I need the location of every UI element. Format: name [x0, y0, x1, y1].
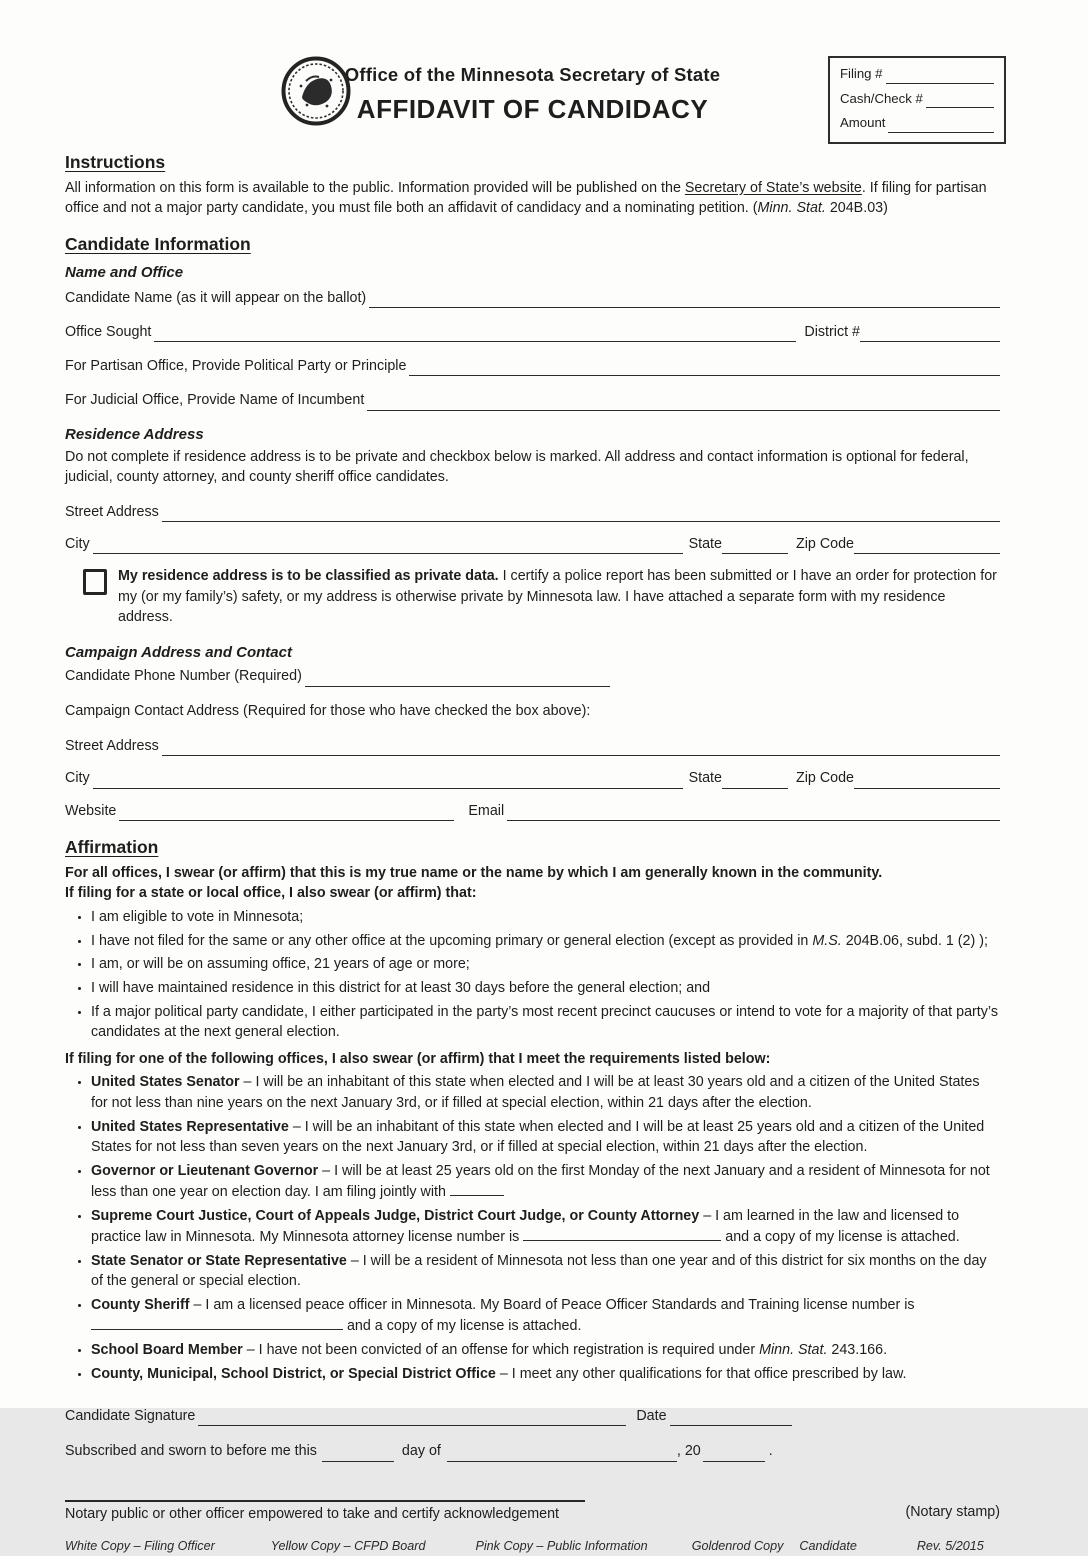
cash-check-label: Cash/Check #: [840, 90, 923, 106]
candidate-info-heading: Candidate Information: [65, 234, 251, 255]
attorney-license-line: [523, 1226, 721, 1241]
revision-note: Rev. 5/2015: [916, 1538, 984, 1553]
goldenrod-copy-note: Goldenrod Copy: [691, 1538, 784, 1553]
district-number-label: District #: [804, 323, 860, 340]
agency-name: Office of the Minnesota Secretary of State: [344, 64, 721, 85]
notary-signature-area: [65, 1476, 585, 1524]
form-header: [65, 54, 1000, 146]
affirmation-intro-state: If filing for a state or local office, I also swear (or affirm) that:: [65, 885, 477, 902]
date-label: Date: [636, 1408, 667, 1425]
filing-number-label: Filing #: [840, 66, 883, 81]
list-item: • I am eligible to vote in Minnesota;: [91, 907, 1000, 927]
filing-jointly-line: [450, 1181, 504, 1196]
sworn-day-line: [322, 1447, 394, 1462]
campaign-contact-note: Campaign Contact Address (Required for those who have checked the box above):: [65, 702, 591, 719]
email-line: [507, 806, 1000, 821]
list-item: • I will have maintained residence in this district for at least 30 days before the general election; and: [91, 978, 1000, 998]
form-title: AFFIDAVIT OF CANDIDACY: [356, 94, 709, 125]
website-email-row: [65, 801, 1000, 821]
judicial-office-row: [65, 390, 1000, 410]
instructions-text: All information on this form is available to the public. Information provided will be published on the Secretary of State’s website. If filing for partisan office and not a major party candidate, you must file both an affidavit of candidacy and a nominating petition. (Minn. Stat. 204B.03): [65, 179, 987, 217]
residence-street-line: [162, 507, 1000, 522]
statute-reference: Minn. Stat.: [757, 200, 826, 217]
campaign-city-line: [93, 774, 683, 789]
residence-city-line: [93, 539, 683, 554]
affirmation-intro-offices: If filing for one of the following offices, I also swear (or affirm) that I meet the requirements listed below:: [65, 1050, 771, 1067]
campaign-street-line: [162, 741, 1000, 756]
amount-line: [888, 119, 994, 133]
date-line: [670, 1411, 792, 1426]
notary-stamp-label: (Notary stamp): [905, 1503, 1000, 1520]
list-item: • State Senator or State Representative – I will be a resident of Minnesota not less than one year and of this district for six months on the day of the general or special election.: [91, 1251, 1000, 1292]
list-item: • Governor or Lieutenant Governor – I will be at least 25 years old on the first Monday of the next January and a resident of Minnesota for not less than one year on election day. I am filing jointly with: [91, 1161, 1000, 1203]
campaign-contact-subheading: Campaign Address and Contact: [65, 644, 292, 662]
residence-street-label: Street Address: [65, 503, 159, 520]
affirmation-heading: Affirmation: [65, 836, 159, 857]
email-label: Email: [468, 802, 505, 819]
instructions-heading: Instructions: [65, 152, 166, 172]
candidate-name-row: [65, 288, 1000, 308]
residence-zip-line: [854, 539, 1000, 554]
partisan-office-row: [65, 356, 1000, 376]
list-item: • County, Municipal, School District, or Special District Office – I meet any other qualifications for that office prescribed by law.: [91, 1364, 1000, 1384]
residence-street-row: [65, 502, 1000, 522]
office-requirements-list: [65, 1072, 1000, 1384]
amount-label: Amount: [840, 115, 886, 131]
sworn-month-line: [447, 1447, 677, 1462]
list-item: • I am, or will be on assuming office, 21 years of age or more;: [91, 954, 1000, 974]
candidate-signature-line: [198, 1411, 626, 1426]
copy-distribution-footer: [65, 1538, 1000, 1556]
sworn-row: Subscribed and sworn to before me this day of , 20 .: [65, 1441, 1000, 1461]
filing-number-line: [886, 70, 994, 84]
residence-note: Do not complete if residence address is to be private and checkbox below is marked. All address and contact information is optional for federal, judicial, county attorney, and county sheriff office candidates.: [65, 449, 969, 486]
phone-label: Candidate Phone Number (Required): [65, 668, 302, 685]
campaign-state-line: [722, 774, 788, 789]
peace-officer-license-line: [91, 1315, 343, 1330]
list-item: • County Sheriff – I am a licensed peace officer in Minnesota. My Board of Peace Officer Standards and Training license number is and a copy of my license is attached.: [91, 1295, 1000, 1337]
partisan-office-label: For Partisan Office, Provide Political Party or Principle: [65, 358, 407, 375]
residence-zip-label: Zip Code: [795, 535, 854, 552]
office-sought-row: [65, 322, 1000, 342]
name-office-subheading: Name and Office: [65, 264, 184, 282]
office-sought-line: [154, 327, 796, 342]
residence-city-label: City: [65, 535, 90, 552]
campaign-city-row: [65, 768, 1000, 788]
minnesota-state-seal-icon: [281, 56, 351, 126]
campaign-state-label: State: [688, 770, 722, 787]
candidate-signature-label: Candidate Signature: [65, 1408, 196, 1425]
yellow-copy-note: Yellow Copy – CFPD Board: [270, 1538, 426, 1553]
candidate-name-line: [369, 293, 1000, 308]
residence-address-subheading: Residence Address: [65, 425, 204, 443]
phone-row: [65, 666, 610, 686]
list-item: • School Board Member – I have not been convicted of an offense for which registration is required under Minn. Stat. 243.166.: [91, 1340, 1000, 1360]
campaign-street-row: [65, 736, 1000, 756]
private-data-row: [65, 566, 1000, 627]
private-data-checkbox: [83, 569, 107, 595]
judicial-office-label: For Judicial Office, Provide Name of Incumbent: [65, 392, 365, 409]
residence-state-label: State: [688, 535, 722, 552]
candidate-signature-row: [65, 1406, 1000, 1426]
private-data-text: My residence address is to be classified as private data. I certify a police report has been submitted or I have an order for protection for my (or my family’s) safety, or my address is otherwise private by Minnesota law. I have attached a separate form with my residence address.: [118, 568, 997, 625]
residence-state-line: [722, 539, 788, 554]
website-label: Website: [65, 802, 117, 819]
judicial-office-line: [367, 396, 1000, 411]
candidate-name-label: Candidate Name (as it will appear on the ballot): [65, 289, 367, 306]
phone-line: [305, 672, 610, 687]
partisan-office-line: [409, 361, 1000, 376]
white-copy-note: White Copy – Filing Officer: [65, 1538, 215, 1553]
pink-copy-note: Pink Copy – Public Information: [475, 1538, 648, 1553]
filing-box: [828, 56, 1006, 144]
sos-website-link: Secretary of State’s website: [684, 179, 862, 196]
district-number-line: [860, 327, 1000, 342]
list-item: • I have not filed for the same or any other office at the upcoming primary or general election (except as provided in M.S. 204B.06, subd. 1 (2) );: [91, 931, 1000, 951]
campaign-street-label: Street Address: [65, 738, 159, 755]
affirmation-intro-all: For all offices, I swear (or affirm) that this is my true name or the name by which I am generally known in the community.: [65, 864, 883, 881]
notary-label: Notary public or other officer empowered to take and certify acknowledgement: [65, 1505, 560, 1522]
list-item: • If a major political party candidate, I either participated in the party’s most recent precinct caucuses or intend to vote for a majority of that party’s candidates at the next general election.: [91, 1002, 1000, 1043]
general-affirmation-list: [65, 907, 1000, 1043]
list-item: • United States Representative – I will be an inhabitant of this state when elected and I will be at least 25 years old and a citizen of the United States for not less than seven years on the next January 3rd, or if filled at special election, within 21 days after the election.: [91, 1117, 1000, 1158]
campaign-city-label: City: [65, 770, 90, 787]
sworn-year-line: [703, 1447, 765, 1462]
website-line: [119, 806, 454, 821]
list-item: • United States Senator – I will be an inhabitant of this state when elected and I will be at least 30 years old and a citizen of the United States for not less than nine years on the next January 3rd, or if filled at special election, within 21 days after the election.: [91, 1072, 1000, 1113]
notary-signature-line: [65, 1476, 585, 1502]
list-item: • Supreme Court Justice, Court of Appeals Judge, District Court Judge, or County Attorney – I am learned in the law and licensed to practice law in Minnesota. My Minnesota attorney license number is and a copy of my license is attached.: [91, 1206, 1000, 1248]
notary-block: [65, 1476, 1000, 1524]
goldenrod-copy-recipient: Candidate: [799, 1538, 857, 1553]
office-sought-label: Office Sought: [65, 323, 152, 340]
cash-check-line: [926, 95, 994, 109]
residence-city-row: [65, 534, 1000, 554]
campaign-zip-label: Zip Code: [795, 770, 854, 787]
campaign-zip-line: [854, 774, 1000, 789]
